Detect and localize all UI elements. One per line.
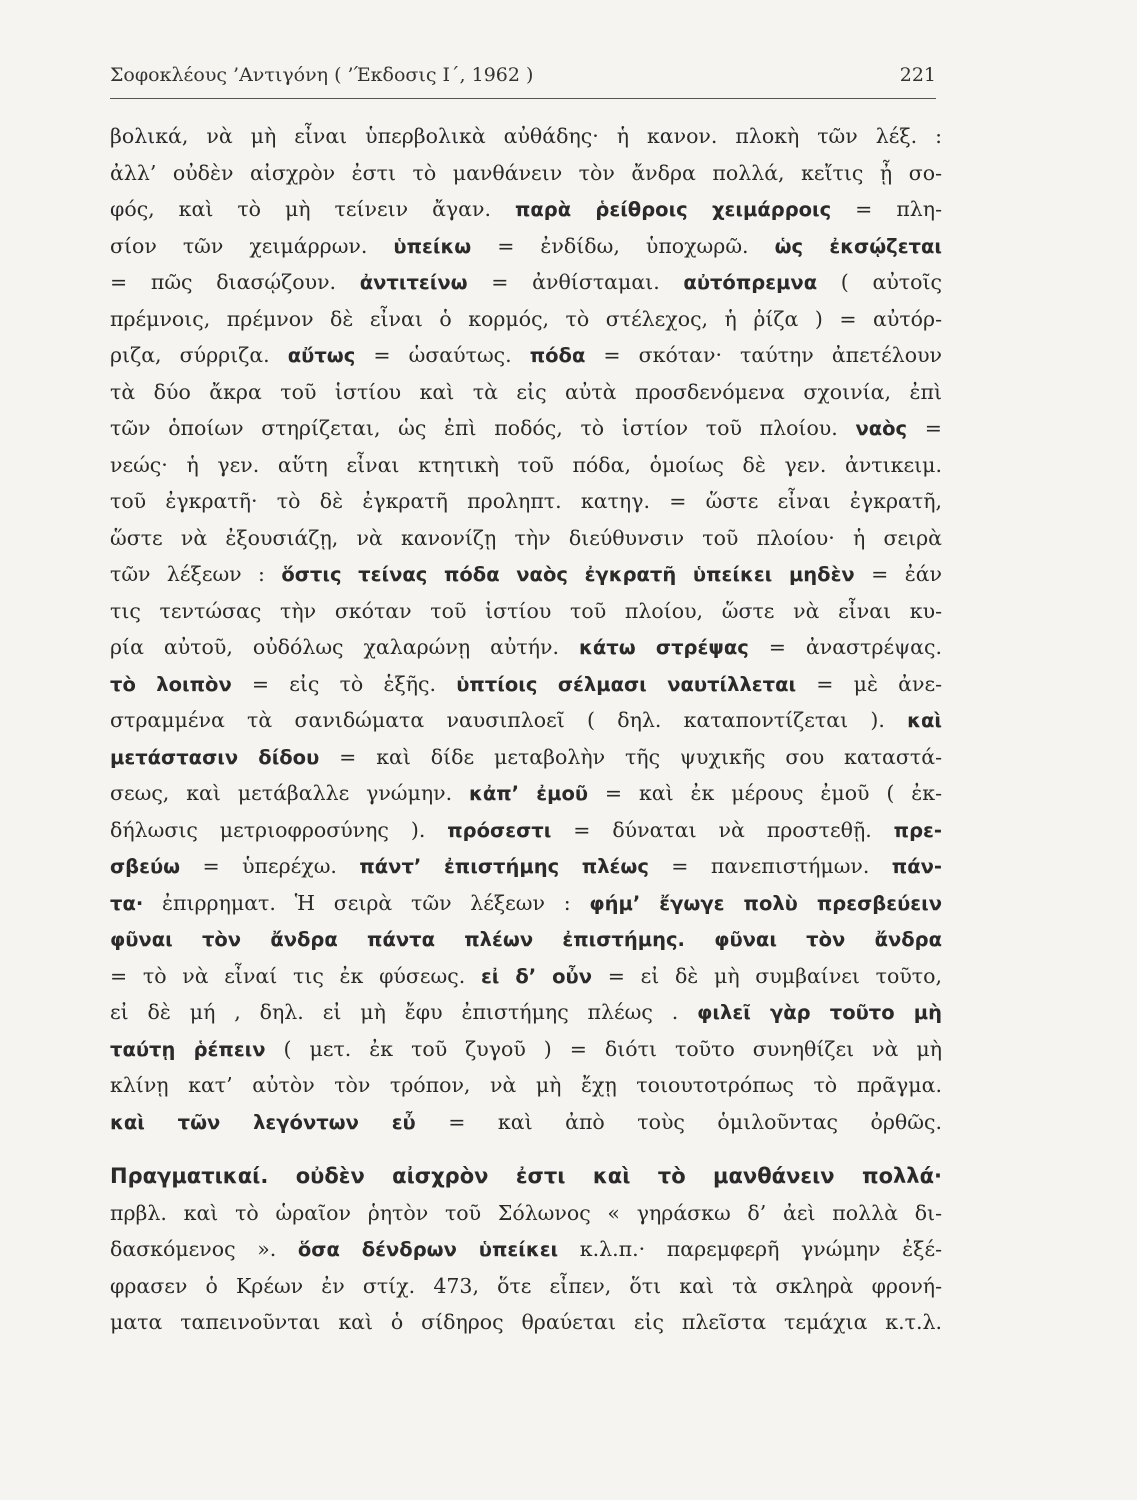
gloss-text: τὰ δύο ἄκρα τοῦ ἱστίου καὶ τὰ εἰς αὐτὰ προσδενόμενα σχοινία, ἐπὶ (110, 379, 942, 404)
text-line (110, 848, 942, 885)
text-line (110, 520, 942, 557)
gloss-text: εἰ δὲ μή , δηλ. εἰ μὴ ἔφυ ἐπιστήμης πλέως . (110, 1000, 698, 1024)
gloss-text: = εἰς τὸ ἑξῆς. (231, 671, 457, 696)
gloss-text: = τὸ νὰ εἶναί τις ἐκ φύσεως. (110, 963, 481, 988)
lemma-term: πόδα (529, 344, 586, 367)
text-line (110, 1268, 942, 1305)
text-line (110, 958, 942, 995)
gloss-text: ὥστε νὰ ἐξουσιάζῃ, νὰ κανονίζῃ τὴν διεύθυνσιν τοῦ πλοίου· ἡ σειρὰ (110, 525, 942, 550)
gloss-text: = σκόταν· ταύτην ἀπετέλουν (585, 343, 942, 367)
text-line (110, 155, 942, 192)
text-line (110, 337, 942, 374)
text-line (110, 994, 942, 1031)
lemma-term: πρόσεστι (447, 818, 552, 842)
gloss-text: σίον τῶν χειμάρρων. (110, 233, 394, 258)
lemma-term: ναὸς (855, 417, 908, 440)
gloss-text: νεώς· ἡ γεν. αὕτη εἶναι κτητικὴ τοῦ πόδα, ὁμοίως δὲ γεν. ἀντικειμ. (110, 452, 942, 477)
gloss-text: πρέμνοις, πρέμνον δὲ εἶναι ὁ κορμός, τὸ στέλεχος, ἡ ῥίζα ) = αὐτόρ- (110, 306, 942, 331)
gloss-text: σεως, καὶ μετάβαλλε γνώμην. (110, 781, 469, 805)
text-line (110, 702, 942, 739)
lemma-term: ταύτῃ ῥέπειν (110, 1037, 266, 1061)
gloss-text: ( αὐτοῖς (817, 270, 942, 294)
lemma-term: ὑπείκω (393, 234, 472, 258)
gloss-text: στραμμένα τὰ σανιδώματα ναυσιπλοεῖ ( δηλ. καταποντίζεται ). (110, 708, 908, 732)
gloss-text: φρασεν ὁ Κρέων ἐν στίχ. 473, ὅτε εἶπεν, ὅτι καὶ τὰ σκληρὰ φρονή- (110, 1273, 942, 1298)
gloss-text: τῶν ὁποίων στηρίζεται, ὡς ἐπὶ ποδός, τὸ ἱστίον τοῦ πλοίου. (110, 416, 856, 440)
page-number: 221 (899, 64, 936, 86)
lemma-term: καὶ (907, 709, 942, 732)
gloss-text: ἐπιρρηματ. Ἡ σειρὰ τῶν λέξεων : (143, 890, 590, 915)
lemma-term: ἀντιτείνω (359, 271, 468, 294)
gloss-text: ρία αὐτοῦ, οὐδόλως χαλαρώνῃ αὐτήν. (110, 635, 579, 659)
text-line (110, 191, 942, 228)
header-rule (110, 98, 936, 99)
gloss-text: δήλωσις μετριοφροσύνης ). (110, 817, 448, 842)
gloss-text: κλίνῃ κατ’ αὐτὸν τὸν τρόπον, νὰ μὴ ἔχῃ τοιουτοτρόπως τὸ πρᾶγμα. (110, 1073, 942, 1097)
gloss-text: = ἐάν (854, 562, 942, 586)
lemma-term: ὑπτίοις σέλμασι ναυτίλλεται (456, 672, 797, 696)
gloss-text: ἀλλ’ οὐδὲν αἰσχρὸν ἐστι τὸ μανθάνειν τὸν ἄνδρα πολλά, κεἴτις ᾖ σο- (110, 160, 942, 185)
gloss-text: = πανεπιστήμων. (648, 854, 892, 878)
lemma-term: πάν- (891, 855, 942, 878)
lemma-term: σβεύω (110, 855, 181, 878)
commentary-paragraph (110, 118, 942, 1140)
text-line (110, 483, 942, 520)
text-line (110, 301, 942, 338)
gloss-text: = ἀναστρέψας. (748, 635, 942, 659)
lemma-term: μετάστασιν δίδου (110, 745, 320, 769)
gloss-text: = ἐνδίδω, ὑποχωρῶ. (471, 233, 775, 258)
text-line (110, 1104, 942, 1141)
gloss-text: = δύναται νὰ προστεθῇ. (551, 817, 894, 842)
running-title: Σοφοκλέους ’Αντιγόνη ( ’Έκδοσις Ι΄, 1962 ) (110, 64, 534, 86)
lemma-term: φήμ’ ἔγωγε πολὺ πρεσβεύειν (589, 891, 942, 915)
gloss-text: = πλη- (831, 197, 942, 221)
text-line (110, 410, 942, 447)
gloss-text: πρβλ. καὶ τὸ ὡραῖον ῥητὸν τοῦ Σόλωνος « γηράσκω δ’ ἀεὶ πολλὰ δι- (110, 1200, 942, 1225)
gloss-text: ματα ταπεινοῦνται καὶ ὁ σίδηρος θραύεται εἰς πλεῖστα τεμάχια κ.τ.λ. (110, 1310, 942, 1334)
text-line (110, 1067, 942, 1104)
gloss-text: = ὡσαύτως. (355, 343, 530, 367)
text-line (110, 374, 942, 411)
gloss-text: = καὶ ἀπὸ τοὺς ὁμιλοῦντας ὀρθῶς. (415, 1109, 942, 1134)
lemma-term: ὡς ἐκσῴζεται (774, 234, 942, 258)
text-line (110, 629, 942, 666)
text-line (110, 228, 942, 265)
lemma-term: κάτω στρέψας (579, 636, 749, 659)
text-line (110, 739, 942, 776)
lemma-term: καὶ τῶν λεγόντων εὖ (110, 1110, 416, 1134)
text-line (110, 118, 942, 155)
text-line (110, 775, 942, 812)
text-line (110, 885, 942, 922)
text-line (110, 593, 942, 630)
text-line (110, 1304, 942, 1341)
gloss-text: = μὲ ἀνε- (796, 671, 942, 696)
gloss-text: ( μετ. ἐκ τοῦ ζυγοῦ ) = διότι τοῦτο συνηθίζει νὰ μὴ (265, 1036, 942, 1061)
text-line (110, 556, 942, 593)
text-line (110, 1195, 942, 1232)
gloss-text: = ὑπερέχω. (180, 854, 360, 878)
gloss-text: = πῶς διασῴζουν. (110, 270, 360, 294)
text-line (110, 812, 942, 849)
lemma-term: τα· (110, 891, 144, 915)
lemma-term: Πραγματικαί. οὐδὲν αἰσχρὸν ἐστι καὶ τὸ μανθάνειν πολλά· (110, 1164, 942, 1188)
running-header (110, 64, 936, 94)
gloss-text: τῶν λέξεων : (110, 562, 282, 586)
lemma-term: τὸ λοιπὸν (110, 672, 232, 696)
gloss-text: τοῦ ἐγκρατῆ· τὸ δὲ ἐγκρατῆ προληπτ. κατηγ. = ὥστε εἶναι ἐγκρατῆ, (110, 489, 942, 513)
lemma-term: εἰ δ’ οὖν (480, 964, 592, 988)
lemma-term: αὔτως (287, 344, 356, 367)
gloss-text: φός, καὶ τὸ μὴ τείνειν ἄγαν. (110, 197, 515, 221)
lemma-term: φιλεῖ γὰρ τοῦτο μὴ (697, 1001, 942, 1024)
text-line (110, 1231, 942, 1268)
lemma-term: αὐτόπρεμνα (683, 271, 818, 294)
gloss-text: βολικά, νὰ μὴ εἶναι ὑπερβολικὰ αὐθάδης· ἡ κανον. πλοκὴ τῶν λέξ. : (110, 124, 942, 148)
text-line (110, 921, 942, 958)
gloss-text: = καὶ δίδε μεταβολὴν τῆς ψυχικῆς σου καταστά- (319, 744, 942, 769)
factual-notes-paragraph (110, 1158, 942, 1341)
gloss-text: = (907, 416, 942, 440)
gloss-text: = ἀνθίσταμαι. (467, 270, 684, 294)
gloss-text: = καὶ ἐκ μέρους ἐμοῦ ( ἐκ- (588, 781, 942, 805)
text-line (110, 1031, 942, 1068)
lemma-term: ὅστις τείνας πόδα ναὸς ἐγκρατῆ ὑπείκει μηδὲν (281, 563, 855, 586)
text-line (110, 1158, 942, 1195)
gloss-text: δασκόμενος ». (110, 1237, 298, 1261)
lemma-term: πρε- (893, 818, 942, 842)
lemma-term: κἀπ’ ἐμοῦ (469, 782, 589, 805)
lemma-term: φῦναι τὸν ἄνδρα πάντα πλέων ἐπιστήμης. φῦναι τὸν ἄνδρα (110, 928, 942, 951)
lemma-term: παρὰ ῥείθροις χειμάρροις (514, 198, 832, 221)
lemma-term: πάντ’ ἐπιστήμης πλέως (359, 855, 649, 878)
lemma-term: ὅσα δένδρων ὑπείκει (297, 1238, 559, 1261)
text-line (110, 666, 942, 703)
text-line (110, 447, 942, 484)
gloss-text: = εἰ δὲ μὴ συμβαίνει τοῦτο, (592, 963, 942, 988)
gloss-text: τις τεντώσας τὴν σκόταν τοῦ ἱστίου τοῦ πλοίου, ὥστε νὰ εἶναι κυ- (110, 598, 942, 623)
gloss-text: ριζα, σύρριζα. (110, 343, 288, 367)
gloss-text: κ.λ.π.· παρεμφερῆ γνώμην ἐξέ- (558, 1237, 942, 1261)
text-line (110, 264, 942, 301)
